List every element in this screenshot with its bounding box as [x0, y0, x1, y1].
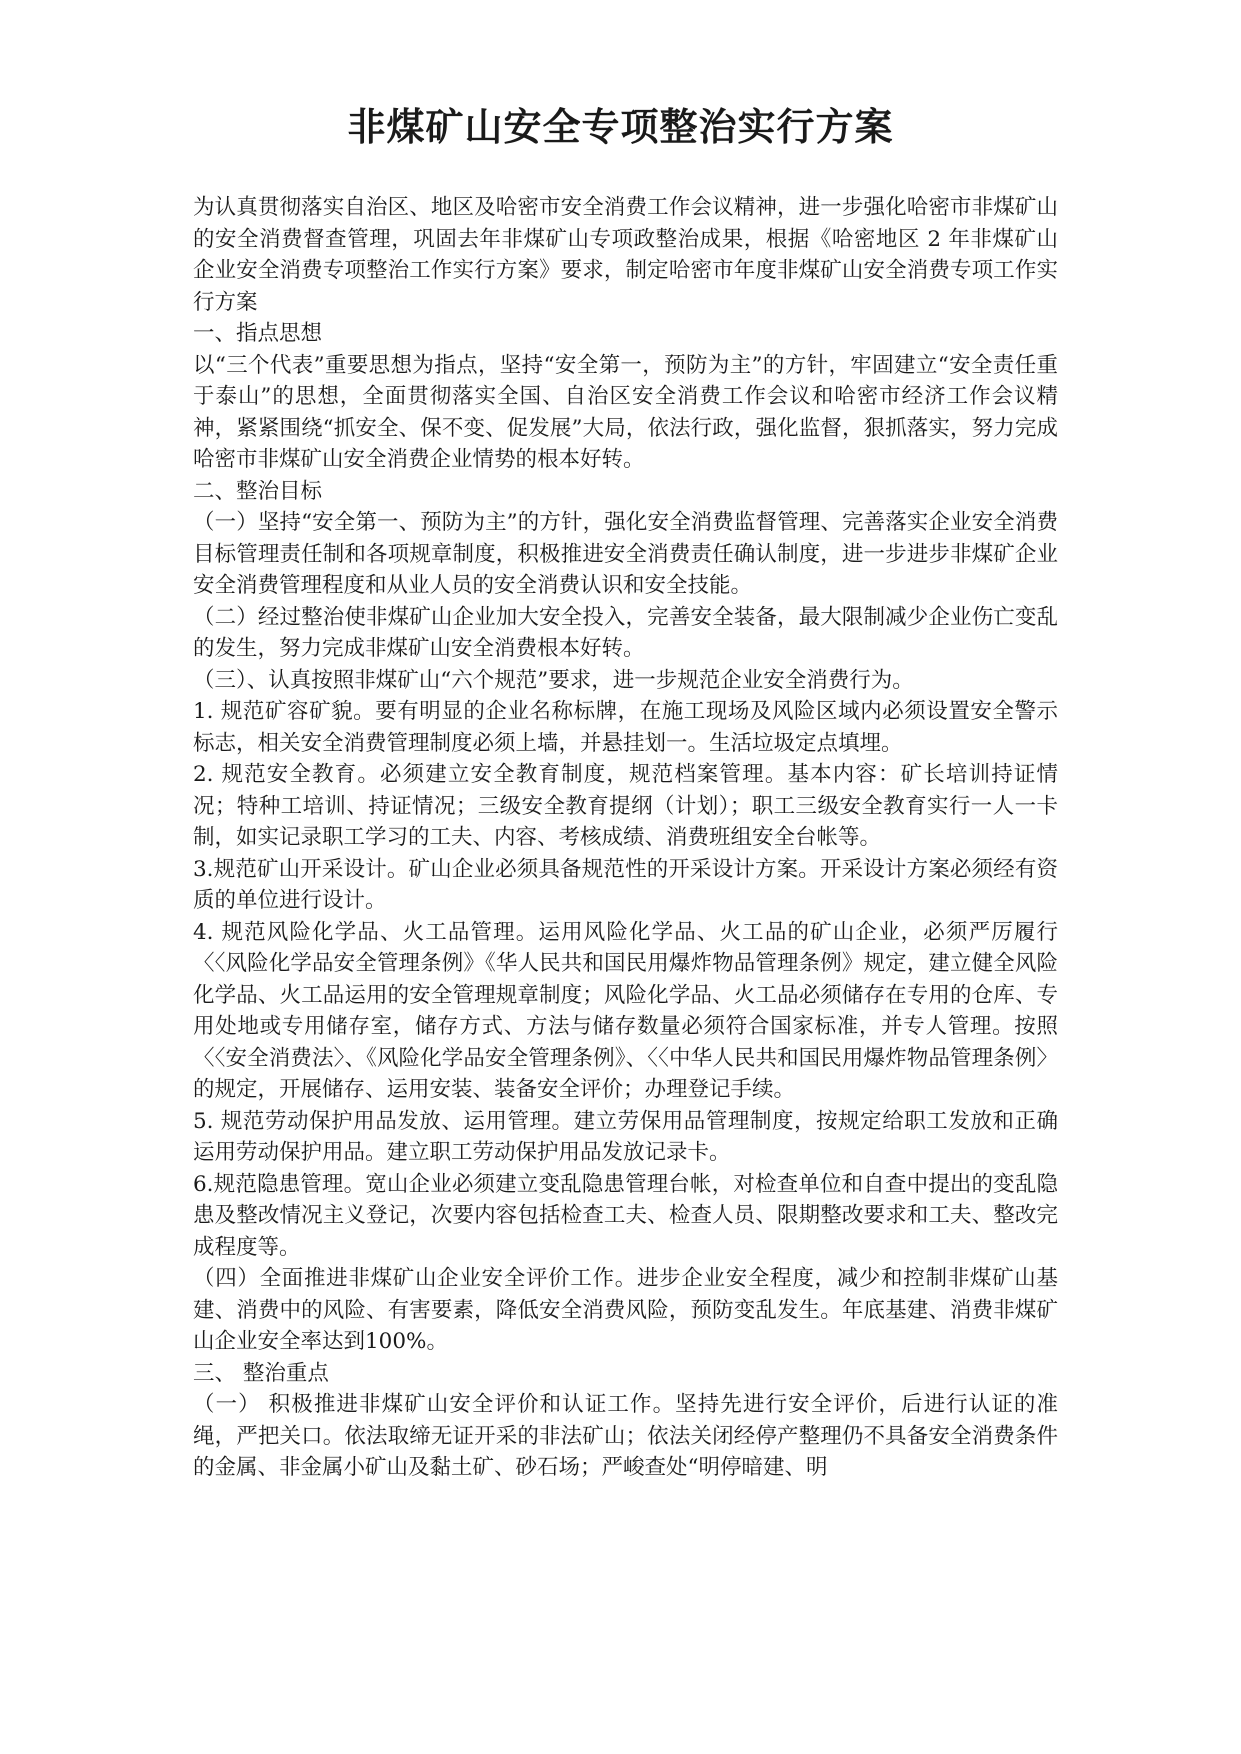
norm-item-5: 5. 规范劳动保护用品发放、运用管理。建立劳保用品管理制度，按规定给职工发放和正确运用劳动保护用品。建立职工劳动保护用品发放记录卡。 [193, 1108, 1058, 1165]
norm-item-2: 2. 规范安全教育。必须建立安全教育制度，规范档案管理。基本内容：矿长培训持证情况；特种工培训、持证情况；三级安全教育提纲（计划）；职工三级安全教育实行一人一卡制，如实记录职工学习的工夫、内容、考核成绩、消费班组安全台帐等。 [193, 762, 1058, 850]
norm-item-1: 1. 规范矿容矿貌。要有明显的企业名称标牌，在施工现场及风险区域内必须设置安全警示标志，相关安全消费管理制度必须上墙，并悬挂划一。生活垃圾定点填埋。 [193, 699, 1058, 756]
goal-item-4: （四）全面推进非煤矿山企业安全评价工作。进步企业安全程度，减少和控制非煤矿山基建、消费中的风险、有害要素，降低安全消费风险，预防变乱发生。年底基建、消费非煤矿山企业安全率达到100%。 [193, 1266, 1058, 1354]
focus-item-1: （一） 积极推进非煤矿山安全评价和认证工作。坚持先进行安全评价，后进行认证的准绳，严把关口。依法取缔无证开采的非法矿山；依法关闭经停产整理仍不具备安全消费条件的金属、非金属小矿山及黏土矿、砂石场；严峻查处“明停暗建、明 [193, 1392, 1058, 1480]
guiding-thought-paragraph: 以“三个代表”重要思想为指点，坚持“安全第一，预防为主”的方针，牢固建立“安全责任重于泰山”的思想，全面贯彻落实全国、自治区安全消费工作会议和哈密市经济工作会议精神，紧紧围绕“抓安全、保不变、促发展”大局，依法行政，强化监督，狠抓落实，努力完成哈密市非煤矿山安全消费企业情势的根本好转。 [193, 352, 1058, 472]
goal-item-2: （二）经过整治使非煤矿山企业加大安全投入，完善安全装备，最大限制减少企业伤亡变乱的发生，努力完成非煤矿山安全消费根本好转。 [193, 604, 1058, 661]
goal-item-1: （一）坚持“安全第一、预防为主”的方针，强化安全消费监督管理、完善落实企业安全消费目标管理责任制和各项规章制度，积极推进安全消费责任确认制度，进一步进步非煤矿企业安全消费管理程度和从业人员的安全消费认识和安全技能。 [193, 510, 1058, 598]
document-body [193, 192, 1058, 1484]
section-heading-goals: 二、整治目标 [193, 478, 323, 504]
norm-item-6: 6.规范隐患管理。宽山企业必须建立变乱隐患管理台帐，对检查单位和自查中提出的变乱隐患及整改情况主义登记，次要内容包括检查工夫、检查人员、限期整改要求和工夫、整改完成程度等。 [193, 1171, 1058, 1260]
document-title: 非煤矿山安全专项整治实行方案 [347, 104, 894, 149]
norm-item-3: 3.规范矿山开采设计。矿山企业必须具备规范性的开采设计方案。开采设计方案必须经有资质的单位进行设计。 [193, 856, 1058, 913]
norm-item-4: 4. 规范风险化学品、火工品管理。运用风险化学品、火工品的矿山企业，必须严厉履行〈〈风险化学品安全管理条例》《华人民共和国民用爆炸物品管理条例》规定，建立健全风险化学品、火工品运用的安全管理规章制度；风险化学品、火工品必须储存在专用的仓库、专用处地或专用储存室，储存方式、方法与储存数量必须符合国家标准，并专人管理。按照〈〈安全消费法〉、《风险化学品安全管理条例》、〈〈中华人民共和国民用爆炸物品管理条例〉的规定，开展储存、运用安装、装备安全评价；办理登记手续。 [193, 919, 1058, 1102]
goal-item-3: （三）、认真按照非煤矿山“六个规范”要求，进一步规范企业安全消费行为。 [193, 667, 914, 693]
section-heading-focus: 三、 整治重点 [193, 1360, 329, 1386]
intro-paragraph: 为认真贯彻落实自治区、地区及哈密市安全消费工作会议精神，进一步强化哈密市非煤矿山的安全消费督查管理，巩固去年非煤矿山专项政整治成果，根据《哈密地区 2 年非煤矿山企业安全消费专项整治工作实行方案》要求，制定哈密市年度非煤矿山安全消费专项工作实行方案 [193, 195, 1058, 315]
section-heading-guiding-thought: 一、指点思想 [193, 321, 323, 346]
